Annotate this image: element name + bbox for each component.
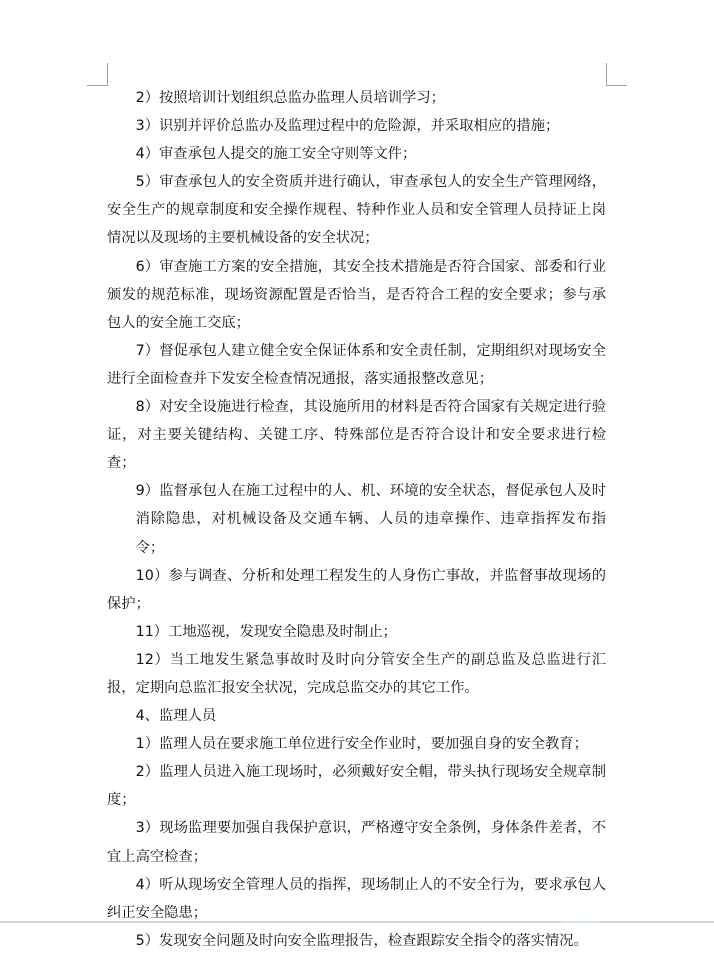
paragraph-item-7: 7）督促承包人建立健全安全保证体系和安全责任制，定期组织对现场安全进行全面检查并下发安全检查情况通报，落实通报整改意见； [107, 342, 606, 387]
margin-corner-mark-top-left [87, 63, 108, 86]
paragraph-item-6: 6）审查施工方案的安全措施，其安全技术措施是否符合国家、部委和行业颁发的规范标准，现场资源配置是否恰当，是否符合工程的安全要求；参与承包人的安全施工交底； [107, 258, 606, 331]
paragraph-item-3: 3）识别并评价总监办及监理过程中的危险源，并采取相应的措施； [135, 118, 560, 135]
paragraph-item-11: 11）工地巡视，发现安全隐患及时制止； [135, 623, 397, 640]
paragraph-item-12: 12）当工地发生紧急事故时及时向分管安全生产的副总监及总监进行汇报，定期向总监汇报安全状况，完成总监交办的其它工作。 [107, 651, 606, 696]
paragraph-supervisor-2: 2）监理人员进入施工现场时，必须戴好安全帽，带头执行现场安全规章制度； [107, 764, 606, 809]
paragraph-item-9: 9）监督承包人在施工过程中的人、机、环境的安全状态，督促承包人及时消除隐患，对机械设备及交通车辆、人员的违章操作、违章指挥发布指令； [135, 483, 606, 556]
paragraph-supervisor-3: 3）现场监理要加强自我保护意识，严格遵守安全条例，身体条件差者，不宜上高空检查； [107, 820, 606, 865]
section-heading-supervisors: 4、监理人员 [135, 708, 217, 725]
paragraph-item-4: 4）审查承包人提交的施工安全守则等文件； [135, 146, 417, 163]
paragraph-supervisor-1: 1）监理人员在要求施工单位进行安全作业时，要加强自身的安全教育； [135, 736, 588, 753]
document-page-body [107, 84, 606, 955]
paragraph-item-10: 10）参与调查、分析和处理工程发生的人身伤亡事故，并监督事故现场的保护； [107, 567, 606, 612]
margin-corner-mark-top-right [606, 63, 627, 86]
paragraph-item-5: 5）审查承包人的安全资质并进行确认，审查承包人的安全生产管理网络，安全生产的规章制度和安全操作规程、特种作业人员和安全管理人员持证上岗情况以及现场的主要机械设备的安全状况； [107, 174, 606, 247]
paragraph-supervisor-4: 4）听从现场安全管理人员的指挥，现场制止人的不安全行为，要求承包人纠正安全隐患； [107, 876, 606, 921]
paragraph-item-8: 8）对安全设施进行检查，其设施所用的材料是否符合国家有关规定进行验证，对主要关键结构、关键工序、特殊部位是否符合设计和安全要求进行检查； [107, 399, 606, 472]
paragraph-item-2: 2）按照培训计划组织总监办监理人员培训学习； [135, 90, 445, 106]
paragraph-supervisor-5: 5）发现安全问题及时向安全监理报告，检查跟踪安全指令的落实情况。 [135, 932, 588, 949]
